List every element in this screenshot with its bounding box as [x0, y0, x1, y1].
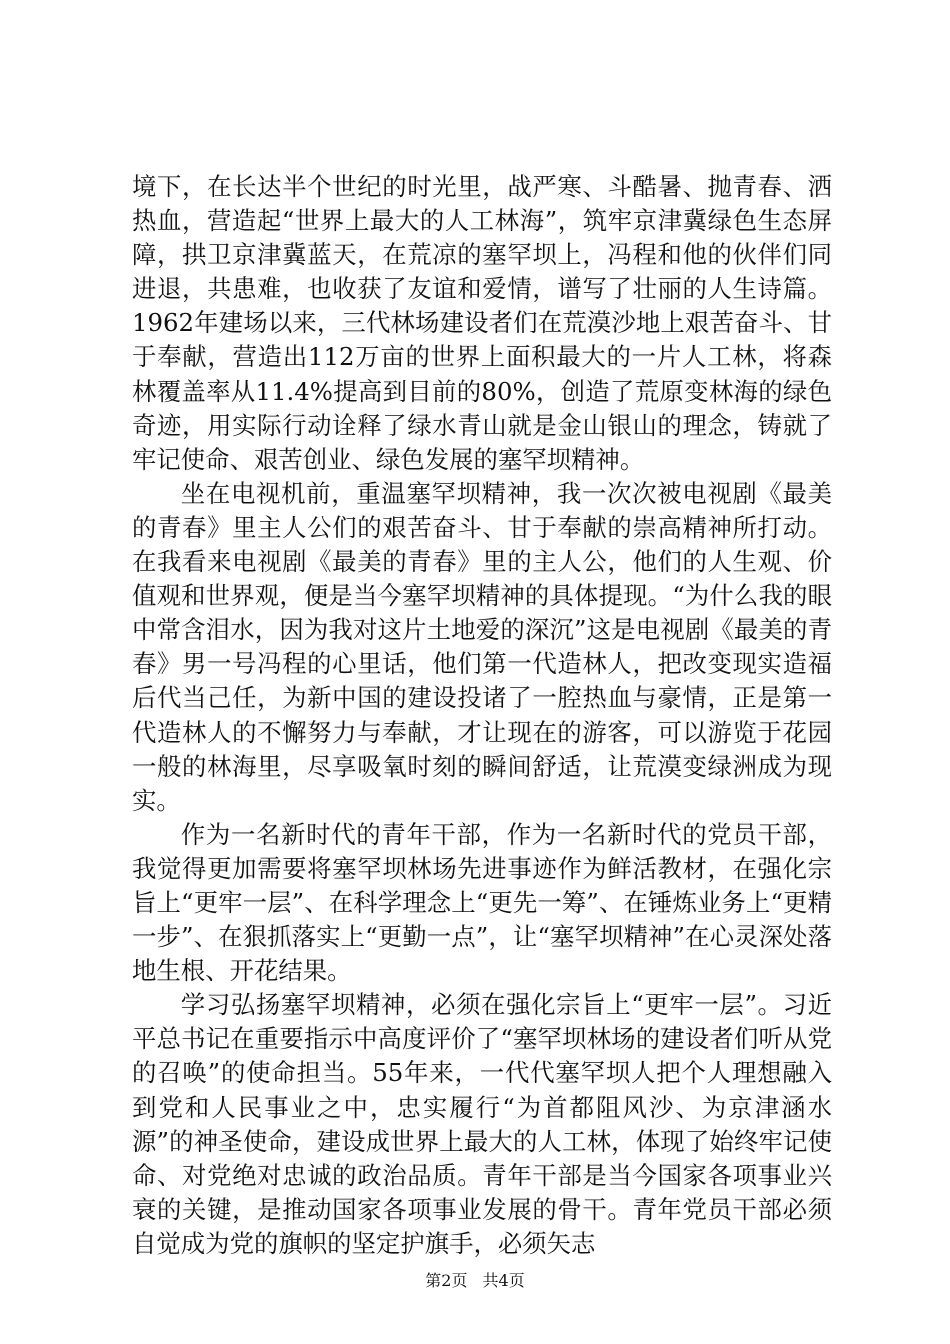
page-number: 第2页	[425, 1271, 468, 1290]
paragraph-2: 坐在电视机前，重温塞罕坝精神，我一次次被电视剧《最美的青春》里主人公们的艰苦奋斗、甘于奉献的崇高精神所打动。在我看来电视剧《最美的青春》里的主人公，他们的人生观、价值观和世界观，便是当今塞罕坝精神的具体提现。“为什么我的眼中常含泪水，因为我对这片土地爱的深沉”这是电视剧《最美的青春》男一号冯程的心里话，他们第一代造林人，把改变现实造福后代当己任，为新中国的建设投诸了一腔热血与豪情，正是第一代造林人的不懈努力与奉献，才让现在的游客，可以游览于花园一般的林海里，尽享吸氧时刻的瞬间舒适，让荒漠变绿洲成为现实。	[132, 478, 832, 815]
paragraph-1: 境下，在长达半个世纪的时光里，战严寒、斗酷暑、抛青春、洒热血，营造起“世界上最大的人工林海”，筑牢京津冀绿色生态屏障，拱卫京津冀蓝天，在荒凉的塞罕坝上，冯程和他的伙伴们同进退，共患难，也收获了友谊和爱情，谱写了壮丽的人生诗篇。1962年建场以来，三代林场建设者们在荒漠沙地上艰苦奋斗、甘于奉献，营造出112万亩的世界上面积最大的一片人工林，将森林覆盖率从11.4%提高到目前的80%，创造了荒原变林海的绿色奇迹，用实际行动诠释了绿水青山就是金山银山的理念，铸就了牢记使命、艰苦创业、绿色发展的塞罕坝精神。	[132, 172, 832, 474]
paragraph-4: 学习弘扬塞罕坝精神，必须在强化宗旨上“更牢一层”。习近平总书记在重要指示中高度评价了“塞罕坝林场的建设者们听从党的召唤”的使命担当。55年来，一代代塞罕坝人把个人理想融入到党和人民事业之中，忠实履行“为首都阻风沙、为京津涵水源”的神圣使命，建设成世界上最大的人工林，体现了始终牢记使命、对党绝对忠诚的政治品质。青年干部是当今国家各项事业兴衰的关键，是推动国家各项事业发展的骨干。青年党员干部必须自觉成为党的旗帜的坚定护旗手，必须矢志	[132, 990, 832, 1258]
page-footer	[0, 1271, 950, 1291]
page-total: 共4页	[482, 1271, 525, 1290]
paragraph-3: 作为一名新时代的青年干部，作为一名新时代的党员干部，我觉得更加需要将塞罕坝林场先进事迹作为鲜活教材，在强化宗旨上“更牢一层”、在科学理念上“更先一筹”、在锤炼业务上“更精一步”、在狠抓落实上“更勤一点”，让“塞罕坝精神”在心灵深处落地生根、开花结果。	[132, 819, 832, 986]
document-body	[132, 170, 832, 1261]
